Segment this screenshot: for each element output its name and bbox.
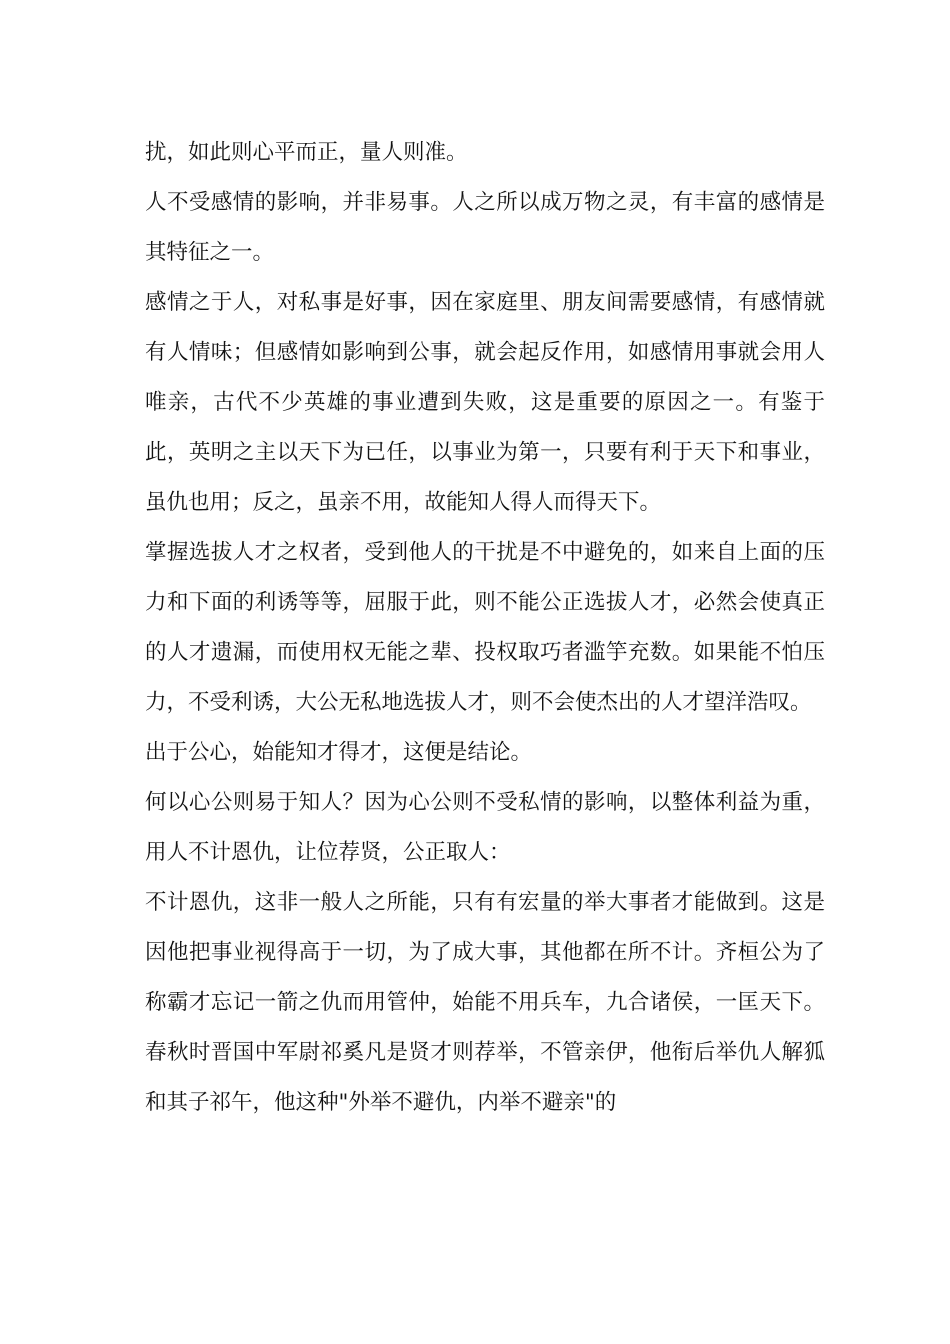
paragraph-1: 扰，如此则心平而正，量人则准。 bbox=[145, 140, 468, 165]
paragraph-6: 何以心公则易于知人？因为心公则不受私情的影响，以整体利益为重，用人不计恩仇，让位荐贤，公正取人： bbox=[145, 790, 825, 865]
paragraph-2: 人不受感情的影响，并非易事。人之所以成万物之灵，有丰富的感情是其特征之一。 bbox=[145, 190, 825, 265]
paragraph-4: 掌握选拔人才之权者，受到他人的干扰是不中避免的，如来自上面的压力和下面的利诱等等，屈服于此，则不能公正选拔人才，必然会使真正的人才遗漏，而使用权无能之辈、投权取巧者滥竽充数。如果能不怕压力，不受利诱，大公无私地选拔人才，则不会使杰出的人才望洋浩叹。 bbox=[145, 540, 825, 715]
paragraph-7: 不计恩仇，这非一般人之所能，只有有宏量的举大事者才能做到。这是因他把事业视得高于一切，为了成大事，其他都在所不计。齐桓公为了称霸才忘记一箭之仇而用管仲，始能不用兵车，九合诸侯，一匡天下。春秋时晋国中军尉祁奚凡是贤才则荐举，不管亲伊，他衔后举仇人解狐和其子祁午，他这种"外举不避仇，内举不避亲"的 bbox=[145, 890, 825, 1115]
paragraph-5: 出于公心，始能知才得才，这便是结论。 bbox=[145, 740, 533, 765]
paragraph-3: 感情之于人，对私事是好事，因在家庭里、朋友间需要感情，有感情就有人情味；但感情如影响到公事，就会起反作用，如感情用事就会用人唯亲，古代不少英雄的事业遭到失败，这是重要的原因之一。有鉴于此，英明之主以天下为已任，以事业为第一，只要有利于天下和事业，虽仇也用；反之，虽亲不用，故能知人得人而得天下。 bbox=[145, 290, 825, 515]
document-body bbox=[145, 128, 825, 1128]
